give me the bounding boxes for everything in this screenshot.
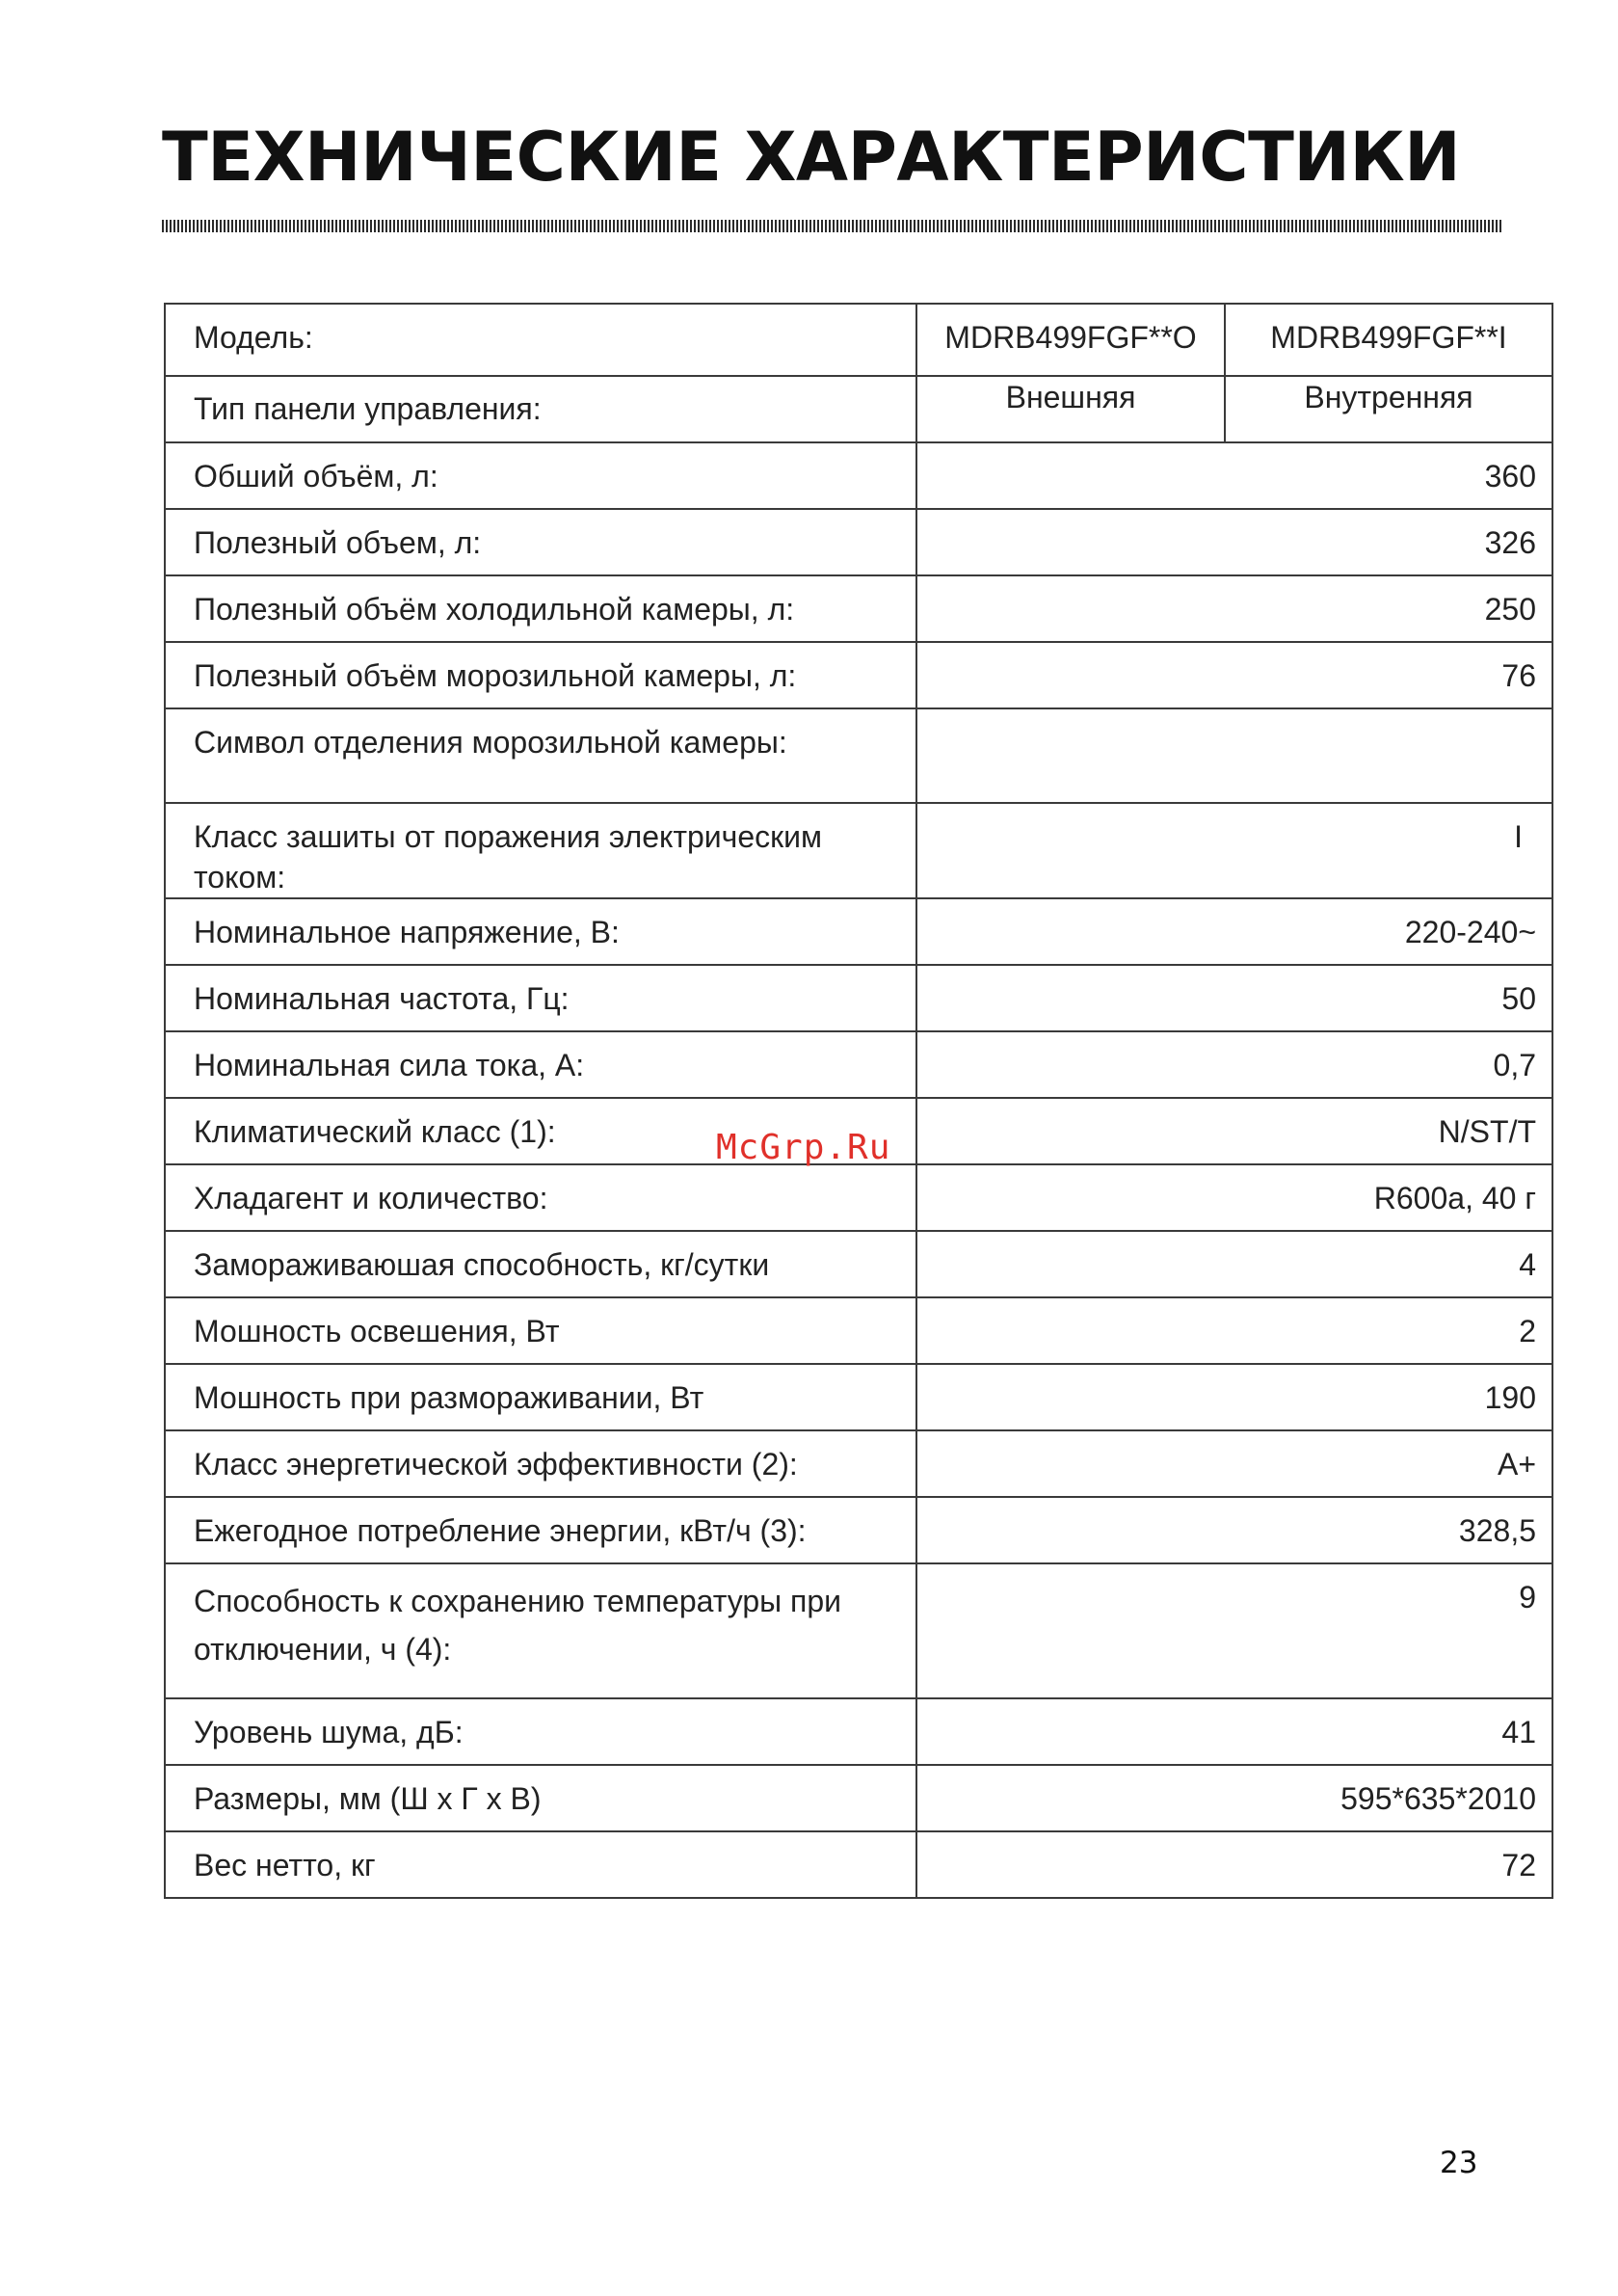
spec-value: R600a, 40 г xyxy=(916,1164,1552,1231)
spec-label: Класс энергетической эффективности (2): xyxy=(165,1430,873,1497)
spec-value: 76 xyxy=(916,642,1552,708)
spec-table xyxy=(164,303,1553,1899)
spec-value: 41 xyxy=(916,1698,1552,1765)
spec-label: Способность к сохранению температуры при отключении, ч (4): xyxy=(165,1563,873,1698)
table-row xyxy=(165,509,1552,575)
spec-value: 220-240~ xyxy=(916,898,1552,965)
spec-label: Уровень шума, дБ: xyxy=(165,1698,873,1765)
spec-label: Полезный объем, л: xyxy=(165,509,873,575)
table-row xyxy=(165,1364,1552,1430)
spec-value: N/ST/T xyxy=(916,1098,1552,1164)
table-row xyxy=(165,1297,1552,1364)
table-row-model xyxy=(165,304,1552,376)
spec-value: 50 xyxy=(916,965,1552,1031)
spec-value xyxy=(916,708,1552,803)
spec-label: Вес нетто, кг xyxy=(165,1831,873,1898)
table-row xyxy=(165,708,1552,803)
spec-label: Номинальная частота, Гц: xyxy=(165,965,873,1031)
page-title: ТЕХНИЧЕСКИЕ ХАРАКТЕРИСТИКИ xyxy=(162,118,1461,197)
spec-label: Номинальная сила тока, А: xyxy=(165,1031,873,1098)
spec-label: Номинальное напряжение, В: xyxy=(165,898,873,965)
panel-type-inner: Внутренняя xyxy=(1225,376,1552,442)
model-inner: MDRB499FGF**I xyxy=(1225,304,1552,376)
model-label: Модель: xyxy=(165,304,873,376)
spec-label: Ежегодное потребление энергии, кВт/ч (3): xyxy=(165,1497,873,1563)
spec-label: Класс зашиты от поражения электрическим током: xyxy=(165,803,873,898)
page-number: 23 xyxy=(1440,2146,1478,2180)
spec-value: A+ xyxy=(916,1430,1552,1497)
spec-value: 72 xyxy=(916,1831,1552,1898)
spec-label: Полезный объём морозильной камеры, л: xyxy=(165,642,873,708)
table-row xyxy=(165,1164,1552,1231)
table-row xyxy=(165,965,1552,1031)
spec-value: 326 xyxy=(916,509,1552,575)
spec-value: 250 xyxy=(916,575,1552,642)
table-row xyxy=(165,1497,1552,1563)
table-row xyxy=(165,803,1552,898)
spec-value: 360 xyxy=(916,442,1552,509)
spec-label: Обший объём, л: xyxy=(165,442,873,509)
spec-value: I xyxy=(916,803,1552,898)
table-row xyxy=(165,1231,1552,1297)
spec-label: Мошность при размораживании, Вт xyxy=(165,1364,873,1430)
table-row xyxy=(165,442,1552,509)
model-outer: MDRB499FGF**O xyxy=(916,304,1225,376)
table-row-panel xyxy=(165,376,1552,442)
table-row xyxy=(165,1563,1552,1698)
spec-value: 190 xyxy=(916,1364,1552,1430)
table-row xyxy=(165,1831,1552,1898)
table-row xyxy=(165,642,1552,708)
spec-label: Мошность освешения, Вт xyxy=(165,1297,873,1364)
spec-label: Размеры, мм (Ш х Г х В) xyxy=(165,1765,873,1831)
spec-value: 0,7 xyxy=(916,1031,1552,1098)
panel-type-outer: Внешняя xyxy=(916,376,1225,442)
spec-value: 2 xyxy=(916,1297,1552,1364)
spec-value: 4 xyxy=(916,1231,1552,1297)
spec-value: 595*635*2010 xyxy=(916,1765,1552,1831)
table-row xyxy=(165,1765,1552,1831)
spec-value: 9 xyxy=(916,1563,1552,1698)
table-row xyxy=(165,1430,1552,1497)
table-row xyxy=(165,1698,1552,1765)
table-row xyxy=(165,1031,1552,1098)
spec-label: Хладагент и количество: xyxy=(165,1164,873,1231)
title-underline xyxy=(162,220,1501,232)
watermark: McGrp.Ru xyxy=(716,1128,891,1167)
spec-label: Климатический класс (1): xyxy=(165,1098,873,1164)
spec-label: Полезный объём холодильной камеры, л: xyxy=(165,575,873,642)
spec-label: Замораживаюшая способность, кг/сутки xyxy=(165,1231,873,1297)
spec-value: 328,5 xyxy=(916,1497,1552,1563)
table-row xyxy=(165,898,1552,965)
panel-label: Тип панели управления: xyxy=(165,376,873,442)
spec-label: Символ отделения морозильной камеры: xyxy=(165,708,873,803)
table-row xyxy=(165,575,1552,642)
